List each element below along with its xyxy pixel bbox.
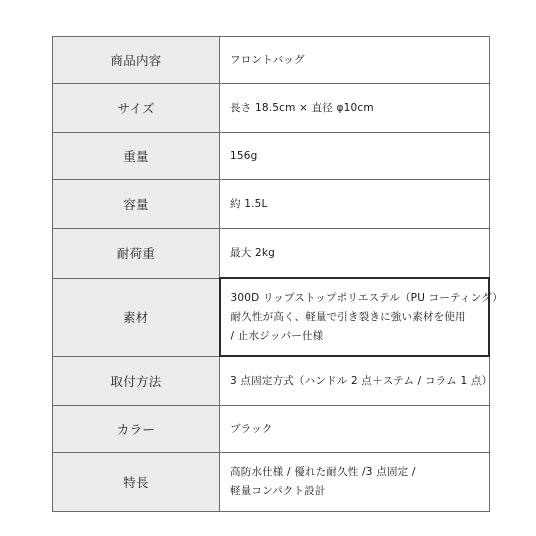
spec-label: 商品内容: [53, 37, 220, 84]
spec-label: 取付方法: [53, 356, 220, 406]
spec-value-line: 3 点固定方式（ハンドル 2 点＋ステム / コラム 1 点）: [230, 374, 493, 387]
spec-value-line: 長さ 18.5cm × 直径 φ10cm: [230, 101, 374, 114]
spec-row-features: [53, 453, 490, 512]
spec-value-line: 最大 2kg: [230, 246, 275, 259]
spec-value: [220, 278, 503, 356]
spec-row-weight: [53, 133, 490, 180]
spec-row-capacity: [53, 180, 490, 229]
product-spec-table: [52, 36, 503, 512]
spec-label: 重量: [53, 133, 220, 180]
spec-label: サイズ: [53, 84, 220, 133]
spec-row-contents: [53, 37, 490, 84]
spec-label: カラー: [53, 406, 220, 453]
spec-label: 容量: [53, 180, 220, 229]
spec-value: [220, 453, 490, 512]
spec-label: 素材: [53, 278, 220, 356]
spec-row-material: [53, 278, 490, 356]
spec-value-line: 軽量コンパクト設計: [230, 485, 326, 497]
spec-value-line: 耐久性が高く、軽量で引き裂きに強い素材を使用: [230, 310, 466, 323]
spec-value-line: フロントバッグ: [230, 53, 305, 66]
spec-value: [220, 133, 490, 180]
spec-row-color: [53, 406, 490, 453]
spec-value-line: 300D リップストップポリエステル（PU コーティング）: [230, 291, 503, 304]
spec-row-load-capacity: [53, 229, 490, 279]
spec-value-line: 156g: [230, 149, 258, 162]
spec-value-line: ブラック: [230, 422, 273, 435]
spec-row-size: [53, 84, 490, 133]
spec-value-line: 約 1.5L: [230, 197, 268, 210]
spec-value: [220, 356, 493, 406]
spec-value: [220, 37, 490, 84]
spec-label: 耐荷重: [53, 229, 220, 279]
spec-label: 特長: [53, 453, 220, 512]
spec-value-line: / 止水ジッパー仕様: [230, 329, 324, 342]
spec-row-mounting: [53, 356, 490, 406]
spec-value: [220, 180, 490, 229]
spec-value: [220, 229, 490, 279]
spec-value: [220, 406, 490, 453]
spec-value-line: 高防水仕様 / 優れた耐久性 /3 点固定 /: [230, 466, 416, 478]
spec-value: [220, 84, 490, 133]
